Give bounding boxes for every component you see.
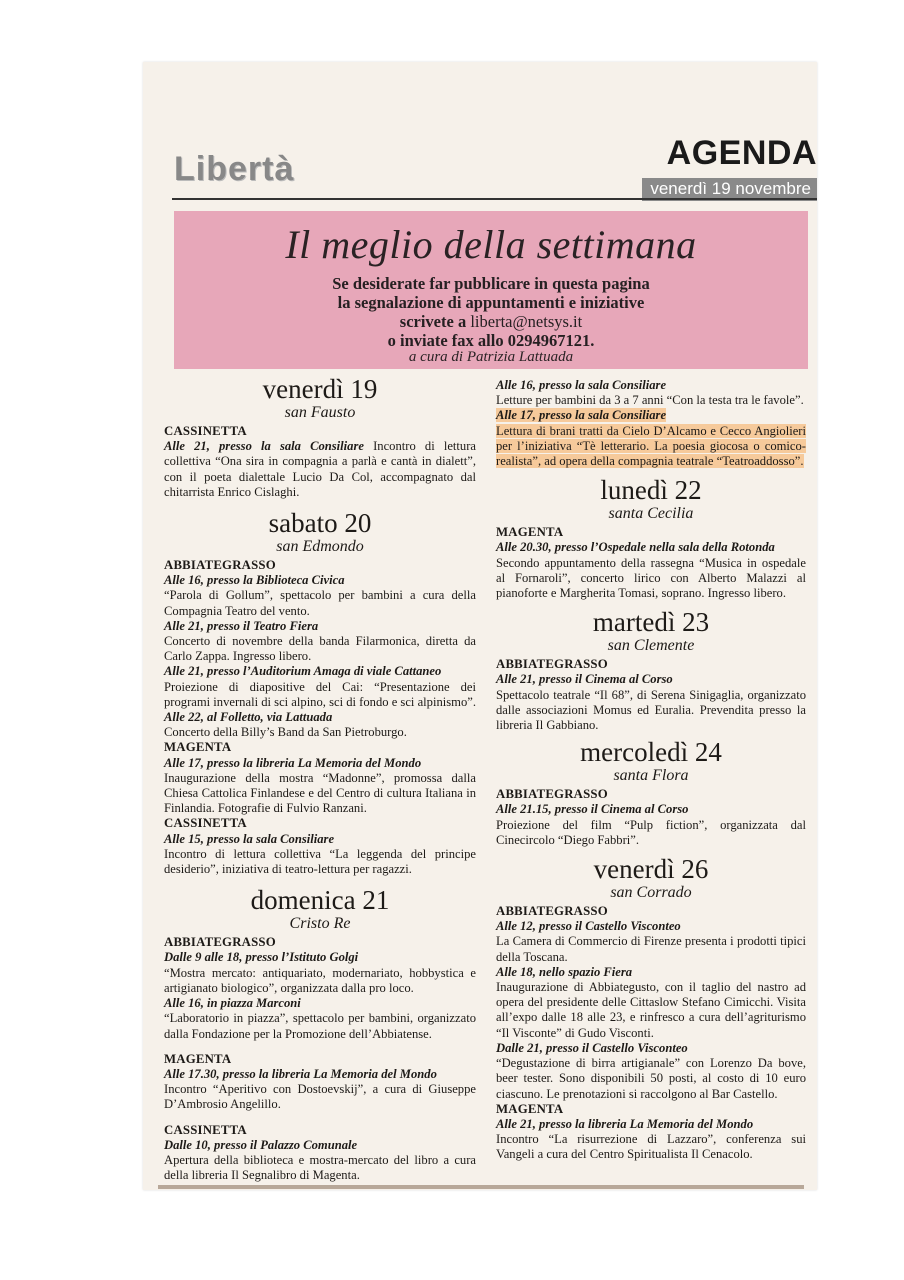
issue-date: venerdì 19 novembre bbox=[642, 178, 817, 201]
event-text: Concerto di novembre della banda Filarmonica, diretta da Carlo Zappa. Ingresso libero. bbox=[164, 634, 476, 664]
event-text: Concerto della Billy’s Band da San Pietroburgo. bbox=[164, 725, 407, 740]
event-time-place: Alle 21, presso il Teatro Fiera bbox=[164, 618, 319, 633]
highlighted-text: Alle 17, presso la sala Consiliare bbox=[496, 408, 667, 423]
town-heading: MAGENTA bbox=[496, 525, 564, 540]
left-column bbox=[164, 372, 476, 1183]
banner-line: Se desiderate far pubblicare in questa pagina bbox=[332, 274, 650, 293]
event-text: Proiezione di diapositive del Cai: “Presentazione dei programi invernali di sci alpino, sci di fondo e sci alpinismo”. bbox=[164, 679, 476, 709]
day-title: domenica 21 bbox=[250, 885, 390, 916]
day-title: mercoledì 24 bbox=[580, 737, 722, 768]
day-saint: san Fausto bbox=[284, 404, 356, 421]
day-saint: san Clemente bbox=[607, 637, 695, 655]
event-time-place: Alle 17.30, presso la libreria La Memoria del Mondo bbox=[164, 1066, 437, 1081]
event-time-place: Alle 17, presso la libreria La Memoria del Mondo bbox=[164, 755, 422, 770]
town-heading: ABBIATEGRASSO bbox=[496, 787, 608, 802]
event-text: “Mostra mercato: antiquariato, modernariato, hobbystica e artigianato biologico”, organizzata dalla pro loco. bbox=[164, 965, 476, 995]
town-heading: CASSINETTA bbox=[164, 1122, 247, 1137]
day-saint: santa Flora bbox=[613, 767, 689, 785]
day-saint: santa Cecilia bbox=[608, 505, 694, 523]
town-heading: MAGENTA bbox=[496, 1101, 564, 1116]
day-title: venerdì 26 bbox=[593, 854, 709, 885]
banner-email: liberta@netsys.it bbox=[470, 312, 583, 331]
town-heading: ABBIATEGRASSO bbox=[496, 904, 608, 919]
town-heading: CASSINETTA bbox=[164, 424, 247, 438]
event-time-place: Alle 12, presso il Castello Visconteo bbox=[496, 919, 681, 934]
banner-line: la segnalazione di appuntamenti e iniziative bbox=[337, 293, 645, 312]
banner-line: o inviate fax allo 0294967121. bbox=[387, 331, 595, 350]
event-time-place: Alle 21, presso il Cinema al Corso bbox=[496, 672, 673, 687]
event-text: Letture per bambini da 3 a 7 anni “Con la testa tra le favole”. bbox=[496, 393, 804, 408]
right-column bbox=[496, 378, 806, 1163]
section-title: AGENDA bbox=[666, 134, 817, 172]
spacer bbox=[164, 1113, 476, 1123]
spacer bbox=[164, 1042, 476, 1052]
day-saint: san Corrado bbox=[610, 884, 692, 902]
town-heading: MAGENTA bbox=[164, 1051, 232, 1066]
event-text: Incontro “La risurrezione di Lazzaro”, conferenza sui Vangeli a cura del Centro Spiritualista Il Cenacolo. bbox=[496, 1132, 806, 1162]
event-time-place bbox=[496, 408, 806, 423]
header-rule bbox=[172, 198, 817, 200]
newspaper-logo: Libertà bbox=[174, 150, 295, 188]
event-text: Inaugurazione di Abbiategusto, con il taglio del nastro ad opera del presidente delle Cittaslow Stefano Cimicchi. Visita all’expo dalle 18 alle 23, e rinfresco a cura dell’agriturismo “Il Visconte” di Gudo Visconti. bbox=[496, 980, 806, 1040]
banner-title: Il meglio della settimana bbox=[285, 222, 697, 267]
event-time-place: Alle 21, presso la libreria La Memoria del Mondo bbox=[496, 1116, 754, 1131]
curator: a cura di Patrizia Lattuada bbox=[408, 349, 574, 365]
event-time-place: Alle 22, al Folletto, via Lattuada bbox=[164, 710, 333, 725]
banner-text bbox=[174, 274, 808, 350]
highlighted-text: Lettura di brani tratti da Cielo D’Alcamo e Cecco Angiolieri per l’iniziativa “Tè letterario. La poesia giocosa o comico-realista”, ad opera della compagnia teatrale “Teatroaddosso”. bbox=[496, 423, 806, 469]
day-title: venerdì 19 bbox=[262, 374, 378, 404]
town-heading: MAGENTA bbox=[164, 740, 232, 755]
event-text: Incontro di lettura collettiva “La leggenda del principe desiderio”, iniziativa di teatro-lettura per ragazzi. bbox=[164, 846, 476, 877]
banner-line bbox=[174, 312, 808, 331]
day-saint: Cristo Re bbox=[289, 915, 351, 933]
event-time-place: Alle 20.30, presso l’Ospedale nella sala della Rotonda bbox=[496, 540, 775, 555]
town-heading: CASSINETTA bbox=[164, 816, 247, 831]
day-title: martedì 23 bbox=[592, 607, 710, 638]
event-time-place: Dalle 21, presso il Castello Visconteo bbox=[496, 1040, 688, 1055]
event-time-place: Alle 16, in piazza Marconi bbox=[164, 996, 301, 1011]
event-text: Incontro “Aperitivo con Dostoevskij”, a cura di Giuseppe D’Ambrosio Angelillo. bbox=[164, 1082, 476, 1112]
event-time-place: Dalle 9 alle 18, presso l’Istituto Golgi bbox=[164, 950, 359, 965]
event-time-place: Alle 16, presso la sala Consiliare bbox=[496, 378, 667, 392]
town-heading: ABBIATEGRASSO bbox=[496, 657, 608, 672]
town-heading: ABBIATEGRASSO bbox=[164, 558, 276, 573]
event-text: “Parola di Gollum”, spettacolo per bambini a cura della Compagnia Teatro del vento. bbox=[164, 588, 476, 618]
event-time-place: Alle 21, presso la sala Consiliare bbox=[164, 439, 364, 454]
event-text: Incontro di lettura collettiva “Ona sira in compagnia a parlà e cantà in dialett”, con il poeta dialettale Lucio Da Col, accompagnato dal chitarrista Enrico Cislaghi. bbox=[164, 439, 476, 499]
event-time-place: Alle 16, presso la Biblioteca Civica bbox=[164, 573, 345, 588]
day-title: lunedì 22 bbox=[600, 475, 702, 506]
event-text: Inaugurazione della mostra “Madonne”, promossa dalla Chiesa Cattolica Finlandese e del Centro di cultura Italiana in Finlandia. Fotografie di Fulvio Ranzani. bbox=[164, 770, 476, 816]
day-title: sabato 20 bbox=[268, 508, 372, 539]
event-text: Proiezione del film “Pulp fiction”, organizzata dal Cinecircolo “Diego Fabbri”. bbox=[496, 817, 806, 847]
banner bbox=[174, 211, 808, 369]
event-text: “Laboratorio in piazza”, spettacolo per bambini, organizzato dalla Fondazione per la Promozione dell’Abbiatense. bbox=[164, 1011, 476, 1041]
event-text: “Degustazione di birra artigianale” con Lorenzo Da bove, beer tester. Sono disponibili 50 posti, al costo di 10 euro ciascuno. Le prenotazioni si raccolgono al Bar Castello. bbox=[496, 1056, 806, 1101]
event-text: Apertura della biblioteca e mostra-mercato del libro a cura della libreria Il Segnalibro di Magenta. bbox=[164, 1152, 476, 1183]
event-time-place: Alle 15, presso la sala Consiliare bbox=[164, 831, 335, 846]
event-time-place: Alle 21.15, presso il Cinema al Corso bbox=[496, 802, 689, 817]
masthead bbox=[172, 134, 817, 200]
clipping-edge bbox=[158, 1185, 804, 1189]
town-heading: ABBIATEGRASSO bbox=[164, 935, 276, 950]
event bbox=[164, 439, 476, 500]
event-time-place: Alle 21, presso l’Auditorium Amaga di viale Cattaneo bbox=[164, 664, 442, 679]
event-text bbox=[496, 424, 806, 470]
event-time-place: Alle 18, nello spazio Fiera bbox=[496, 964, 633, 979]
day-saint: san Edmondo bbox=[276, 538, 364, 556]
event-text: Secondo appuntamento della rassegna “Musica in ospedale al Fornaroli”, concerto lirico con Alberto Malazzi al pianoforte e Margherita Tomasi, soprano. Ingresso libero. bbox=[496, 555, 806, 601]
event-text: Spettacolo teatrale “Il 68”, di Serena Sinigaglia, organizzato dalle associazioni Momus ed Euralia. Prevendita presso la libreria Il Gabbiano. bbox=[496, 687, 806, 733]
banner-line-prefix: scrivete a bbox=[399, 312, 467, 331]
event-time-place: Dalle 10, presso il Palazzo Comunale bbox=[164, 1137, 358, 1152]
event-text: La Camera di Commercio di Firenze presenta i prodotti tipici della Toscana. bbox=[496, 934, 806, 964]
